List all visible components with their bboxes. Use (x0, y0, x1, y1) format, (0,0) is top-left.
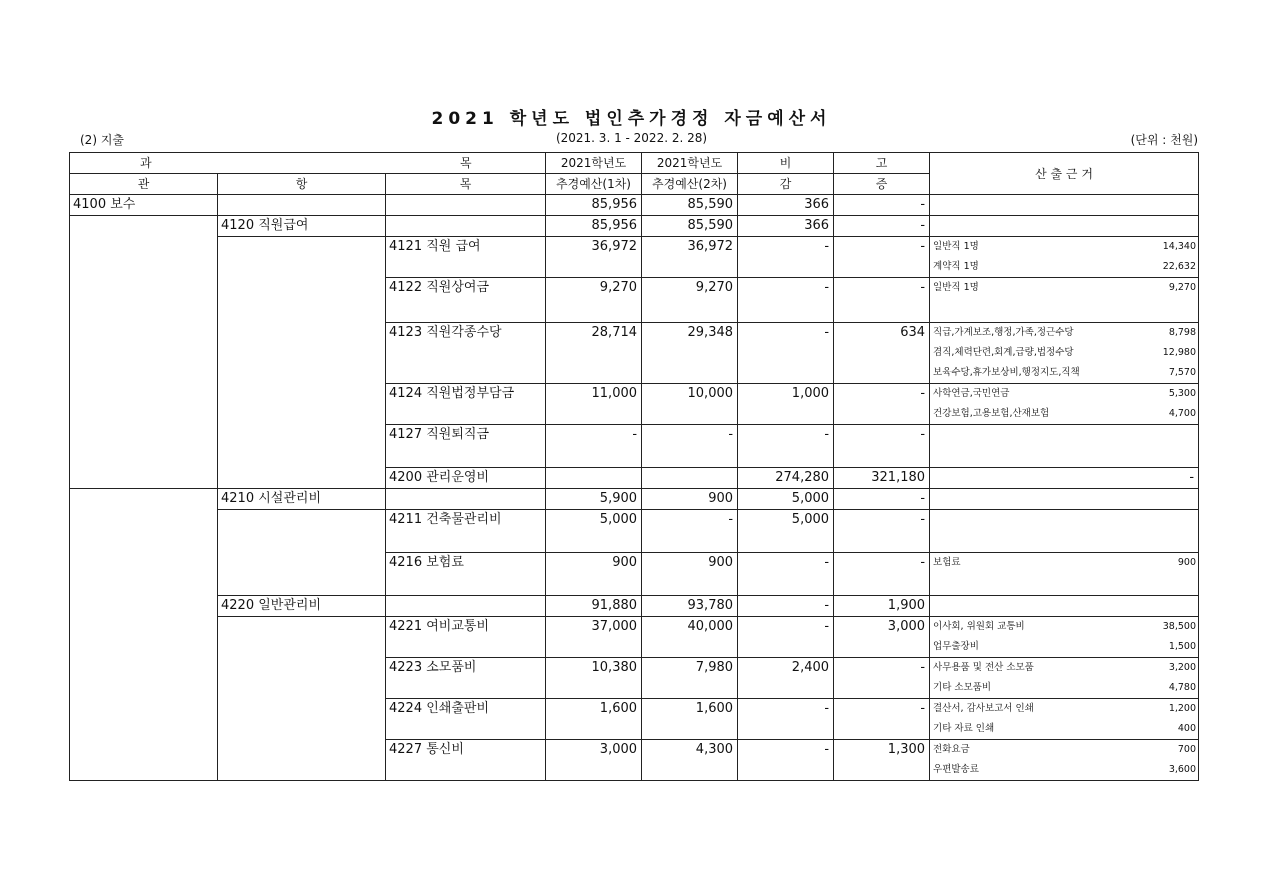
increase: - (834, 425, 930, 468)
basis-line: 38,500 이사회, 위원회 교통비 (930, 617, 1199, 638)
budget1: 3,000 (546, 740, 642, 781)
document-title: 2021 학년도 법인추가경정 자금예산서 (431, 109, 832, 129)
budget1: 28,714 (546, 323, 642, 384)
budget1: 900 (546, 553, 642, 596)
basis-line: 9,270 일반직 1명 (930, 278, 1199, 299)
budget1: 11,000 (546, 384, 642, 425)
table-row (70, 489, 1199, 510)
decrease: - (930, 468, 1199, 489)
decrease: 5,000 (738, 510, 834, 553)
header-budget2-line1: 2021학년도 (642, 153, 738, 174)
increase: - (834, 216, 930, 237)
mok-4223: 4223 소모품비 (386, 658, 546, 699)
mok-4211: 4211 건축물관리비 (386, 510, 546, 553)
gwan-4100: 4100 보수 (70, 195, 218, 216)
table-row (70, 237, 1199, 258)
basis-line: 4,780 기타 소모품비 (930, 678, 1199, 699)
budget1: 9,270 (546, 278, 642, 323)
budget2: - (642, 425, 738, 468)
header-decrease: 감 (738, 174, 834, 195)
budget1: 274,280 (738, 468, 834, 489)
budget2: 36,972 (642, 237, 738, 278)
decrease: - (738, 278, 834, 323)
increase: - (834, 658, 930, 699)
increase: - (834, 553, 930, 596)
budget2: 85,590 (642, 195, 738, 216)
header-row-1 (70, 153, 1199, 174)
header-gwan: 관 (70, 174, 218, 195)
mok-4224: 4224 인쇄출판비 (386, 699, 546, 740)
increase: - (834, 237, 930, 278)
mok-4216: 4216 보험료 (386, 553, 546, 596)
decrease: - (738, 425, 834, 468)
table-row (70, 195, 1199, 216)
basis-line: 4,700 건강보험,고용보험,산재보험 (930, 404, 1199, 425)
decrease: 2,400 (738, 658, 834, 699)
basis-line: 3,600 우편발송료 (930, 760, 1199, 781)
budget2: 1,600 (642, 699, 738, 740)
header-basis: 산 출 근 거 (930, 153, 1199, 195)
header-mok-top: 목 (460, 156, 472, 170)
increase: - (834, 278, 930, 323)
budget2: 4,300 (642, 740, 738, 781)
budget2: 10,000 (642, 384, 738, 425)
basis-line: 900 보험료 (930, 553, 1199, 574)
section-label: (2) 지출 (80, 133, 124, 147)
budget2: 93,780 (642, 596, 738, 617)
gwan-4200: 4200 관리운영비 (386, 468, 546, 489)
mok-4123: 4123 직원각종수당 (386, 323, 546, 384)
table-row (70, 216, 1199, 237)
budget1: 5,000 (546, 510, 642, 553)
decrease: - (738, 740, 834, 781)
increase: 634 (834, 323, 930, 384)
decrease: - (738, 596, 834, 617)
decrease: - (738, 553, 834, 596)
decrease: 5,000 (738, 489, 834, 510)
hang-4120: 4120 직원급여 (218, 216, 386, 237)
budget1: 91,880 (546, 596, 642, 617)
table-row (70, 617, 1199, 638)
budget1: 85,956 (546, 195, 642, 216)
budget-table (69, 152, 1199, 781)
decrease: - (738, 699, 834, 740)
basis-line: 1,200 결산서, 감사보고서 인쇄 (930, 699, 1199, 720)
budget1: 5,900 (546, 489, 642, 510)
budget1: - (546, 425, 642, 468)
budget1: 37,000 (546, 617, 642, 658)
basis-line: 22,632 계약직 1명 (930, 257, 1199, 278)
budget2: 321,180 (834, 468, 930, 489)
hang-4210: 4210 시설관리비 (218, 489, 386, 510)
budget2: 900 (642, 553, 738, 596)
budget1: 1,600 (546, 699, 642, 740)
mok-4124: 4124 직원법정부담금 (386, 384, 546, 425)
decrease: - (738, 323, 834, 384)
header-budget1-line2: 추경예산(1차) (546, 174, 642, 195)
header-mok: 목 (386, 174, 546, 195)
budget2: 40,000 (642, 617, 738, 658)
basis-line: 14,340 일반직 1명 (930, 237, 1199, 258)
header-gwa: 과 (140, 156, 152, 170)
hang-4220: 4220 일반관리비 (218, 596, 386, 617)
increase: - (834, 510, 930, 553)
budget2: 900 (642, 489, 738, 510)
mok-4227: 4227 통신비 (386, 740, 546, 781)
mok-4221: 4221 여비교통비 (386, 617, 546, 658)
budget2: 7,980 (642, 658, 738, 699)
decrease: 366 (738, 195, 834, 216)
mok-4121: 4121 직원 급여 (386, 237, 546, 278)
basis-line: 3,200 사무용품 및 전산 소모품 (930, 658, 1199, 679)
basis-line: 12,980 겸직,체력단련,회계,급량,법정수당 (930, 343, 1199, 363)
header-hang: 항 (218, 174, 386, 195)
period-label: (2021. 3. 1 - 2022. 2. 28) (555, 131, 708, 145)
mok-4127: 4127 직원퇴직금 (386, 425, 546, 468)
basis-line: 1,500 업무출장비 (930, 637, 1199, 658)
budget1: 10,380 (546, 658, 642, 699)
increase: - (834, 489, 930, 510)
increase: 3,000 (834, 617, 930, 658)
increase: 1,900 (834, 596, 930, 617)
decrease: 366 (738, 216, 834, 237)
mok-4122: 4122 직원상여금 (386, 278, 546, 323)
increase: - (834, 195, 930, 216)
basis-line: 400 기타 자료 인쇄 (930, 719, 1199, 740)
budget2: - (642, 510, 738, 553)
header-budget1-line1: 2021학년도 (546, 153, 642, 174)
unit-label: (단위 : 천원) (1130, 133, 1198, 147)
header-bi: 비 (738, 153, 834, 174)
budget2: 29,348 (642, 323, 738, 384)
header-go: 고 (834, 153, 930, 174)
basis-line: 700 전화요금 (930, 740, 1199, 761)
header-budget2-line2: 추경예산(2차) (642, 174, 738, 195)
basis-line: 8,798 직급,가계보조,행정,가족,정근수당 (930, 323, 1199, 344)
decrease: - (738, 237, 834, 278)
header-increase: 증 (834, 174, 930, 195)
increase: - (834, 384, 930, 425)
increase: - (834, 699, 930, 740)
increase: 1,300 (834, 740, 930, 781)
budget1: 85,956 (546, 216, 642, 237)
table-row (70, 596, 1199, 617)
basis-line: 5,300 사학연금,국민연금 (930, 384, 1199, 405)
budget1: 36,972 (546, 237, 642, 278)
table-row (70, 510, 1199, 531)
budget2: 9,270 (642, 278, 738, 323)
budget2: 85,590 (642, 216, 738, 237)
basis-line: 7,570 보육수당,휴가보상비,행정지도,직책 (930, 363, 1199, 384)
decrease: - (738, 617, 834, 658)
decrease: 1,000 (738, 384, 834, 425)
